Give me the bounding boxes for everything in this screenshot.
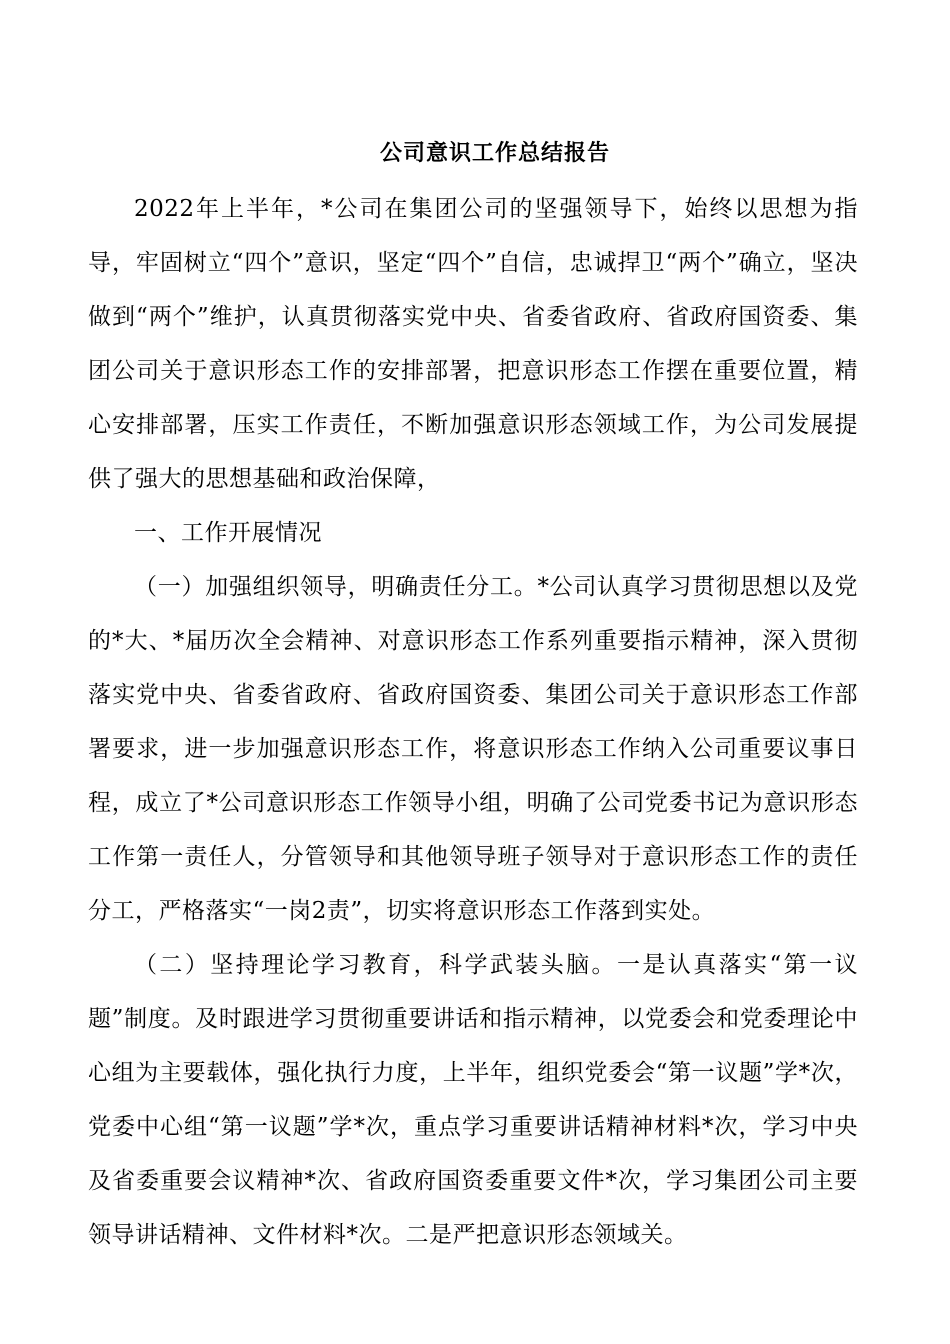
- document-body: [88, 182, 858, 1262]
- section-heading-work-status: 一、工作开展情况: [134, 520, 322, 546]
- document-title: 公司意识工作总结报告: [379, 140, 610, 166]
- paragraph-organization-leadership: （一）加强组织领导，明确责任分工。*公司认真学习贯彻思想以及党的*大、*届历次全会精神、对意识形态工作系列重要指示精神，深入贯彻落实党中央、省委省政府、省政府国资委、集团公司关于意识形态工作部署要求，进一步加强意识形态工作，将意识形态工作纳入公司重要议事日程，成立了*公司意识形态工作领导小组，明确了公司党委书记为意识形态工作第一责任人，分管领导和其他领导班子领导对于意识形态工作的责任分工，严格落实“一岗2责”，切实将意识形态工作落到实处。: [88, 574, 858, 924]
- paragraph-intro: 2022年上半年，*公司在集团公司的坚强领导下，始终以思想为指导，牢固树立“四个”意识，坚定“四个”自信，忠诚捍卫“两个”确立，坚决做到“两个”维护，认真贯彻落实党中央、省委省政府、省政府国资委、集团公司关于意识形态工作的安排部署，把意识形态工作摆在重要位置，精心安排部署，压实工作责任，不断加强意识形态领域工作，为公司发展提供了强大的思想基础和政治保障，: [88, 196, 858, 492]
- paragraph-theory-study: （二）坚持理论学习教育，科学武装头脑。一是认真落实“第一议题”制度。及时跟进学习贯彻重要讲话和指示精神，以党委会和党委理论中心组为主要载体，强化执行力度，上半年，组织党委会“第一议题”学*次，党委中心组“第一议题”学*次，重点学习重要讲话精神材料*次，学习中央及省委重要会议精神*次、省政府国资委重要文件*次，学习集团公司主要领导讲话精神、文件材料*次。二是严把意识形态领域关。: [88, 952, 858, 1248]
